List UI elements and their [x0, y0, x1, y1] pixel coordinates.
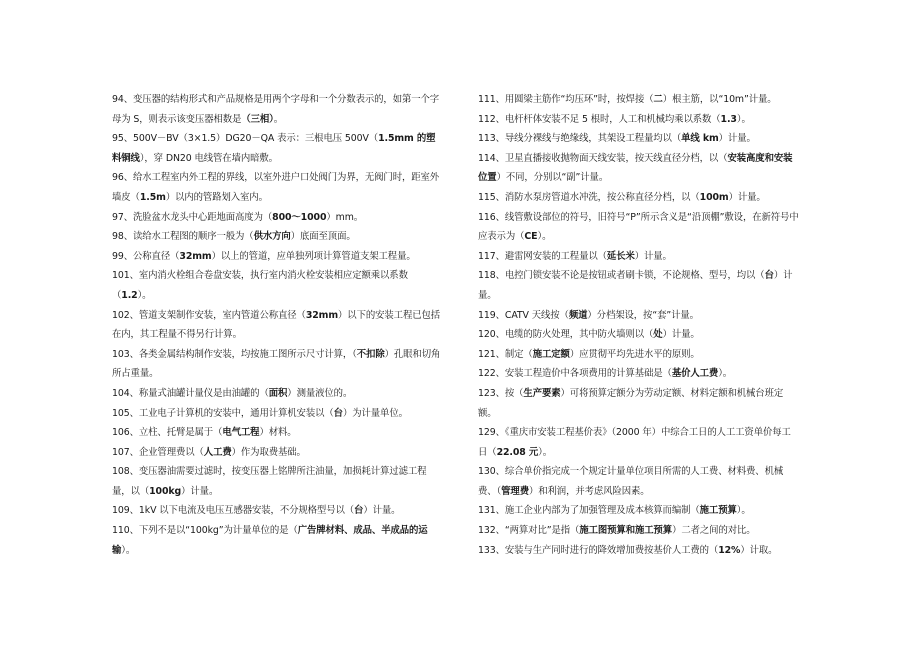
question-text: 122、安装工程造价中各项费用的计算基础是（ — [478, 368, 672, 380]
question-item — [112, 247, 442, 267]
question-item — [112, 266, 442, 305]
question-text: 112、电杆杆体安装不足 5 根时，人工和机械均乘以系数（ — [478, 113, 721, 125]
answer-text: 广告牌材料、成品、半成品的运输 — [112, 525, 428, 556]
question-text: ）以内的管路划入室内。 — [165, 191, 268, 203]
question-text: ）测量液位的。 — [287, 387, 353, 399]
question-text: 97、洗脸盆水龙头中心距地面高度为（ — [112, 211, 273, 223]
question-text: 113、导线分裸线与绝缘线，其架设工程量均以（ — [478, 133, 682, 145]
question-text: 115、消防水泵房管道水冲洗，按公称直径分档，以（ — [478, 191, 700, 203]
question-text: 120、电缆的防火处理，其中防火墙则以（ — [478, 329, 654, 341]
question-item — [478, 345, 800, 365]
question-item — [478, 423, 800, 462]
answer-text: 二 — [653, 94, 663, 105]
question-text: 132、“两算对比”是指（ — [478, 525, 580, 537]
question-item — [478, 306, 800, 326]
question-text: ）不同，分别以“副”计量。 — [496, 172, 609, 184]
question-item — [112, 423, 442, 443]
question-text: 104、称量式油罐计量仪是由油罐的（ — [112, 387, 269, 399]
question-text: 108、变压器油需要过滤时，按变压器上铭牌所注油量，加损耗计算过滤工程量，以（ — [112, 466, 427, 497]
question-text: 95、500V－BV（3×1.5）DG20－QA 表示：三根电压 500V（ — [112, 133, 379, 145]
question-text: 96、给水工程室内外工程的界线，以室外进户口处阀门为界，无阀门时，距室外墙皮（ — [112, 172, 440, 203]
question-item — [478, 110, 800, 130]
question-text: ）材料。 — [259, 427, 297, 439]
question-text: ）。 — [718, 368, 733, 380]
question-text: 121、制定（ — [478, 348, 533, 360]
answer-text: 1.3 — [720, 113, 737, 125]
question-text: ）为计量单位。 — [342, 407, 408, 419]
question-text: ）应贯彻平均先进水平的原则。 — [569, 348, 700, 360]
answer-text: 生产要素 — [523, 387, 561, 399]
question-text: ）二者之间的对比。 — [672, 525, 756, 537]
question-item — [478, 325, 800, 345]
question-text: ）作为取费基础。 — [231, 446, 306, 458]
question-text: ）孔眼和切角所占重量。 — [112, 348, 441, 380]
question-text: ）可将预算定额分为劳动定额、材料定额和机械台班定额。 — [478, 387, 784, 419]
question-text: ）和利润，并考虑风险因素。 — [528, 485, 650, 497]
question-item — [478, 149, 800, 188]
question-text: 111、用圆梁主筋作“均压环”时，按焊接（ — [478, 94, 654, 105]
question-text: 105、工业电子计算机的安装中，通用计算机安装以（ — [112, 407, 334, 419]
answer-text: 电气工程 — [222, 427, 260, 439]
answer-text: 单线 km — [681, 133, 719, 145]
question-text: 114、卫星直播接收抛物面天线安装，按天线直径分档，以（ — [478, 152, 728, 164]
question-text: ）以下的安装工程已包括在内，其工程量不得另行计算。 — [112, 309, 441, 341]
answer-text: 施工图预算和施工预算 — [579, 525, 673, 537]
question-text: ）底面至顶面。 — [290, 231, 356, 243]
question-text: ）计取。 — [740, 544, 778, 556]
question-text: ）。 — [538, 446, 553, 458]
question-text: ），穿 DN20 电线管在墙内暗敷。 — [139, 152, 278, 164]
question-text: ）计量。 — [634, 250, 672, 262]
answer-text: 面积 — [268, 387, 288, 399]
answer-text: 800～1000 — [272, 211, 327, 223]
question-text: 94、变压器的结构形式和产品规格是用两个字母和一个分数表示的，如第一个字母为 S，则表示该变压器相数是 — [112, 94, 440, 125]
question-text: ）根主筋，以“10m”计量。 — [662, 94, 777, 105]
answer-text: 管理费 — [501, 485, 529, 497]
question-text: 123、按（ — [478, 387, 524, 399]
question-text: 117、避雷网安装的工程量以（ — [478, 250, 607, 262]
question-text: ）。 — [137, 289, 152, 301]
question-text: 116、线管敷设部位的符号，旧符号“P”所示含义是“沿顶棚”敷设，在新符号中应表示为（ — [478, 211, 799, 243]
question-item — [478, 266, 800, 305]
question-item — [112, 227, 442, 247]
question-item — [478, 208, 800, 247]
question-text: 102、管道支架制作安装，室内管道公称直径（ — [112, 309, 306, 321]
question-text: ）以上的管道，应单独列项计算管道支架工程量。 — [211, 250, 416, 262]
answer-text: 不扣除 — [356, 348, 385, 360]
question-item — [112, 443, 442, 463]
question-item — [112, 521, 442, 560]
question-text: 99、公称直径（ — [112, 250, 180, 262]
answer-text: 频道 — [568, 309, 588, 321]
question-text: 130、综合单价指完成一个规定计量单位项目所需的人工费、材料费、机械费、（ — [478, 466, 784, 497]
question-item — [112, 345, 442, 384]
answer-text: （三相） — [241, 113, 274, 125]
answer-text: 供水方向 — [253, 231, 291, 243]
answer-text: 施工定额 — [532, 348, 570, 360]
question-text: 103、各类金属结构制作安装，均按施工图所示尺寸计算，（ — [112, 348, 357, 360]
answer-text: 100kg — [149, 485, 182, 497]
question-text: ）计量。 — [662, 329, 700, 341]
question-item — [478, 364, 800, 384]
answer-text: 32mm — [179, 250, 212, 262]
question-text: ）计量。 — [363, 505, 401, 517]
answer-text: 施工预算 — [699, 505, 737, 517]
question-item — [478, 501, 800, 521]
question-item — [478, 384, 800, 423]
question-text: ）。 — [537, 231, 552, 243]
question-item — [112, 462, 442, 501]
question-text: ）分档架设，按“套”计量。 — [587, 309, 699, 321]
question-text: 118、电控门锁安装不论是按钮或者刷卡锁，不论规格、型号，均以（ — [478, 270, 765, 282]
question-item — [112, 90, 442, 129]
question-text: 。 — [273, 113, 283, 125]
question-text: ）计量。 — [181, 485, 219, 497]
answer-text: 12% — [718, 544, 741, 556]
left-column — [112, 90, 442, 560]
question-item — [478, 521, 800, 541]
question-text: 131、施工企业内部为了加强管理及成本核算而编制（ — [478, 505, 700, 517]
question-text: ）。 — [736, 505, 751, 517]
question-text: 109、1kV 以下电流及电压互感器安装，不分规格型号以（ — [112, 505, 355, 517]
question-item — [112, 168, 442, 207]
answer-text: 台 — [764, 270, 774, 282]
answer-text: 基价人工费 — [671, 368, 719, 380]
answer-text: 1.5mm 的塑料铜线 — [112, 133, 436, 164]
question-text: ）计量。 — [718, 133, 756, 145]
question-text: ）mm。 — [326, 211, 364, 223]
question-text: 107、企业管理费以（ — [112, 446, 204, 458]
answer-text: 延长米 — [606, 250, 635, 262]
question-text: 98、读给水工程图的顺序一般为（ — [112, 231, 254, 243]
question-item — [478, 247, 800, 267]
question-item — [478, 541, 800, 561]
question-text: 119、CATV 天线按（ — [478, 309, 569, 321]
answer-text: 100m — [699, 191, 729, 203]
question-text: ）计量。 — [728, 191, 766, 203]
question-item — [112, 501, 442, 521]
answer-text: CE — [524, 231, 538, 243]
answer-text: 32mm — [305, 309, 339, 321]
answer-text: 1.5m — [139, 191, 166, 203]
question-item — [478, 188, 800, 208]
question-item — [112, 129, 442, 168]
question-text: 110、下列不是以“100kg”为计量单位的是（ — [112, 525, 298, 537]
answer-text: 人工费 — [203, 446, 232, 458]
question-text: ）。 — [736, 113, 751, 125]
question-item — [112, 404, 442, 424]
question-item — [112, 306, 442, 345]
question-item — [478, 462, 800, 501]
question-text: 106、立柱、托臂是属于（ — [112, 427, 223, 439]
answer-text: 台 — [354, 505, 364, 517]
question-text: 133、安装与生产同时进行的降效增加费按基价人工费的（ — [478, 544, 719, 556]
right-column — [478, 90, 800, 560]
question-item — [112, 208, 442, 228]
answer-text: 1.2 — [121, 289, 138, 301]
question-text: ）。 — [121, 544, 136, 556]
answer-text: 22.08 元 — [496, 446, 539, 458]
question-item — [478, 90, 800, 110]
question-text: 101、室内消火栓组合卷盘安装，执行室内消火栓安装相应定额乘以系数（ — [112, 270, 408, 301]
question-item — [112, 384, 442, 404]
question-item — [478, 129, 800, 149]
question-text: ）计量。 — [478, 270, 793, 301]
answer-text: 台 — [333, 407, 343, 419]
question-text: 129、《重庆市安装工程基价表》（2000 年）中综合工日的人工工资单价每工日（ — [478, 427, 791, 458]
answer-text: 处 — [653, 329, 663, 341]
answer-text: 安装高度和安装位置 — [478, 152, 793, 184]
